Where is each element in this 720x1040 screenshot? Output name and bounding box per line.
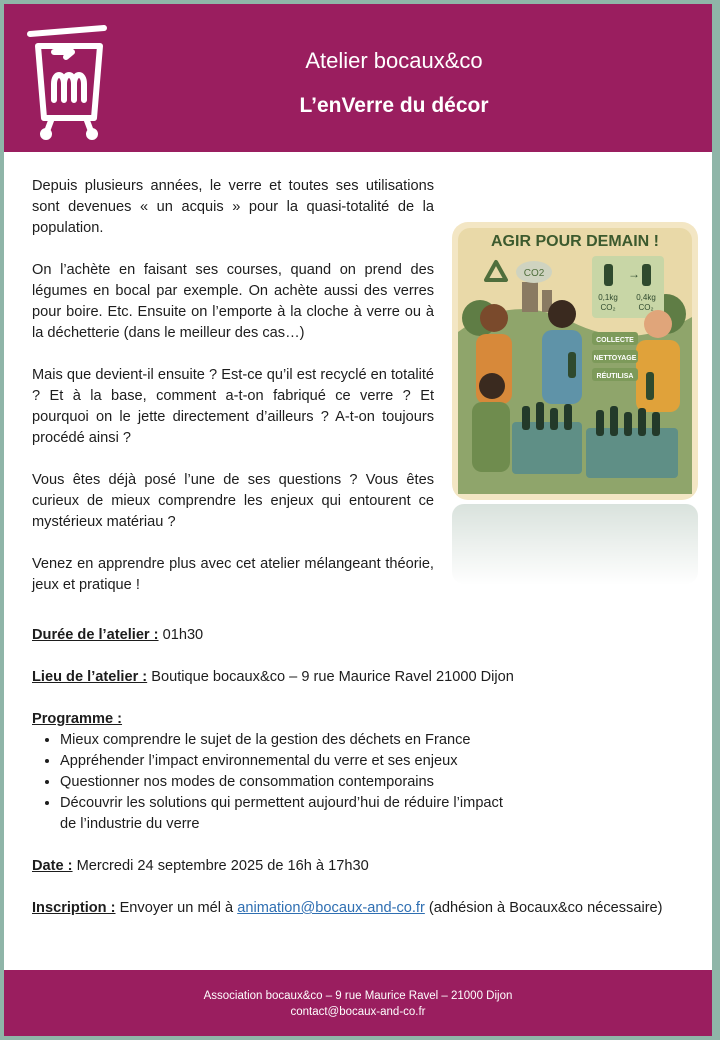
sign-nettoyage: NETTOYAGE (593, 355, 637, 362)
weight-right-label: 0,4kg (636, 293, 656, 302)
arrow-right-icon: → (628, 267, 640, 281)
illustration-reflection (452, 504, 698, 584)
programme-list (32, 730, 692, 835)
footer-address: Association bocaux&co – 9 rue Maurice Ravel – 21000 Dijon (203, 990, 513, 1002)
co2-right-label: CO₂ (638, 303, 654, 312)
intro-text (32, 176, 434, 617)
location-value: Boutique bocaux&co – 9 rue Maurice Ravel 21000 Dijon (151, 669, 514, 685)
reflection-canvas (452, 504, 698, 584)
recycling-bin-icon (24, 22, 114, 142)
footer-email: contact@bocaux-and-co.fr (290, 1006, 426, 1018)
sign-collecte: COLLECTE (596, 337, 634, 344)
programme-item: • Questionner nos modes de consommation contemporains (60, 772, 692, 793)
duration-row (32, 625, 692, 646)
illustration-canvas (452, 222, 698, 500)
sign-reutilisation: RÉUTILISA (596, 373, 634, 380)
intro-paragraph: Vous êtes déjà posé l’une de ses questions ? Vous êtes curieux de mieux comprendre les enjeux qui entourent ce mystérieux matériau ? (32, 472, 434, 530)
illustration-banner-text: AGIR POUR DEMAIN ! (491, 233, 659, 250)
header-banner (4, 4, 712, 152)
intro-paragraph: Mais que devient-il ensuite ? Est-ce qu’il est recyclé en totalité ? Et à la base, comment a-t-on fabriqué ce verre ? Et pourquoi on le jette directement d’ailleurs ? A-t-on toujours procédé ainsi ? (32, 367, 434, 446)
co2-cloud (516, 261, 552, 283)
workshop-details (32, 625, 692, 940)
date-row (32, 856, 692, 877)
bottle-icon (642, 264, 651, 286)
programme-item: • Mieux comprendre le sujet de la gestion des déchets en France (60, 730, 692, 751)
programme-item: • Appréhender l’impact environnemental du verre et ses enjeux (60, 751, 692, 772)
workshop-illustration (452, 222, 698, 500)
intro-paragraph: Venez en apprendre plus avec cet atelier mélangeant théorie, jeux et pratique ! (32, 556, 434, 593)
location-label: Lieu de l’atelier : (32, 669, 148, 685)
registration-note: (adhésion à Bocaux&co nécessaire) (428, 900, 663, 916)
registration-label: Inscription : (32, 900, 116, 916)
registration-row (32, 898, 692, 919)
bottle-icon (604, 264, 613, 286)
intro-paragraph: On l’achète en faisant ses courses, quand on prend des légumes en bocal par exemple. On achète aussi des verres pour boire. Etc. Ensuite on l’emporte à la cloche à verre ou à la déchetterie (dans le meilleur des cas…) (32, 262, 434, 341)
co2-label: CO2 (523, 268, 545, 279)
weight-left-label: 0,1kg (598, 293, 618, 302)
registration-email-link[interactable]: animation@bocaux-and-co.fr (237, 900, 425, 916)
programme-block (32, 709, 692, 835)
registration-text: Envoyer un mél à (119, 900, 234, 916)
date-value: Mercredi 24 septembre 2025 de 16h à 17h30 (76, 858, 369, 874)
process-signs (592, 332, 638, 381)
co2-left-label: CO₂ (600, 303, 616, 312)
date-label: Date : (32, 858, 73, 874)
duration-label: Durée de l’atelier : (32, 627, 159, 643)
location-row (32, 667, 692, 688)
event-subtitle: L’enVerre du décor (299, 94, 489, 117)
programme-label: Programme : (32, 711, 123, 727)
duration-value: 01h30 (162, 627, 204, 643)
event-title: Atelier bocaux&co (305, 48, 483, 73)
intro-paragraph: Depuis plusieurs années, le verre et toutes ses utilisations sont devenues « un acquis » pour la quasi-totalité de la population. (32, 178, 434, 236)
programme-item: • Découvrir les solutions qui permettent aujourd’hui de réduire l’impact de l’industrie du verre (60, 793, 520, 835)
footer (4, 970, 712, 1036)
